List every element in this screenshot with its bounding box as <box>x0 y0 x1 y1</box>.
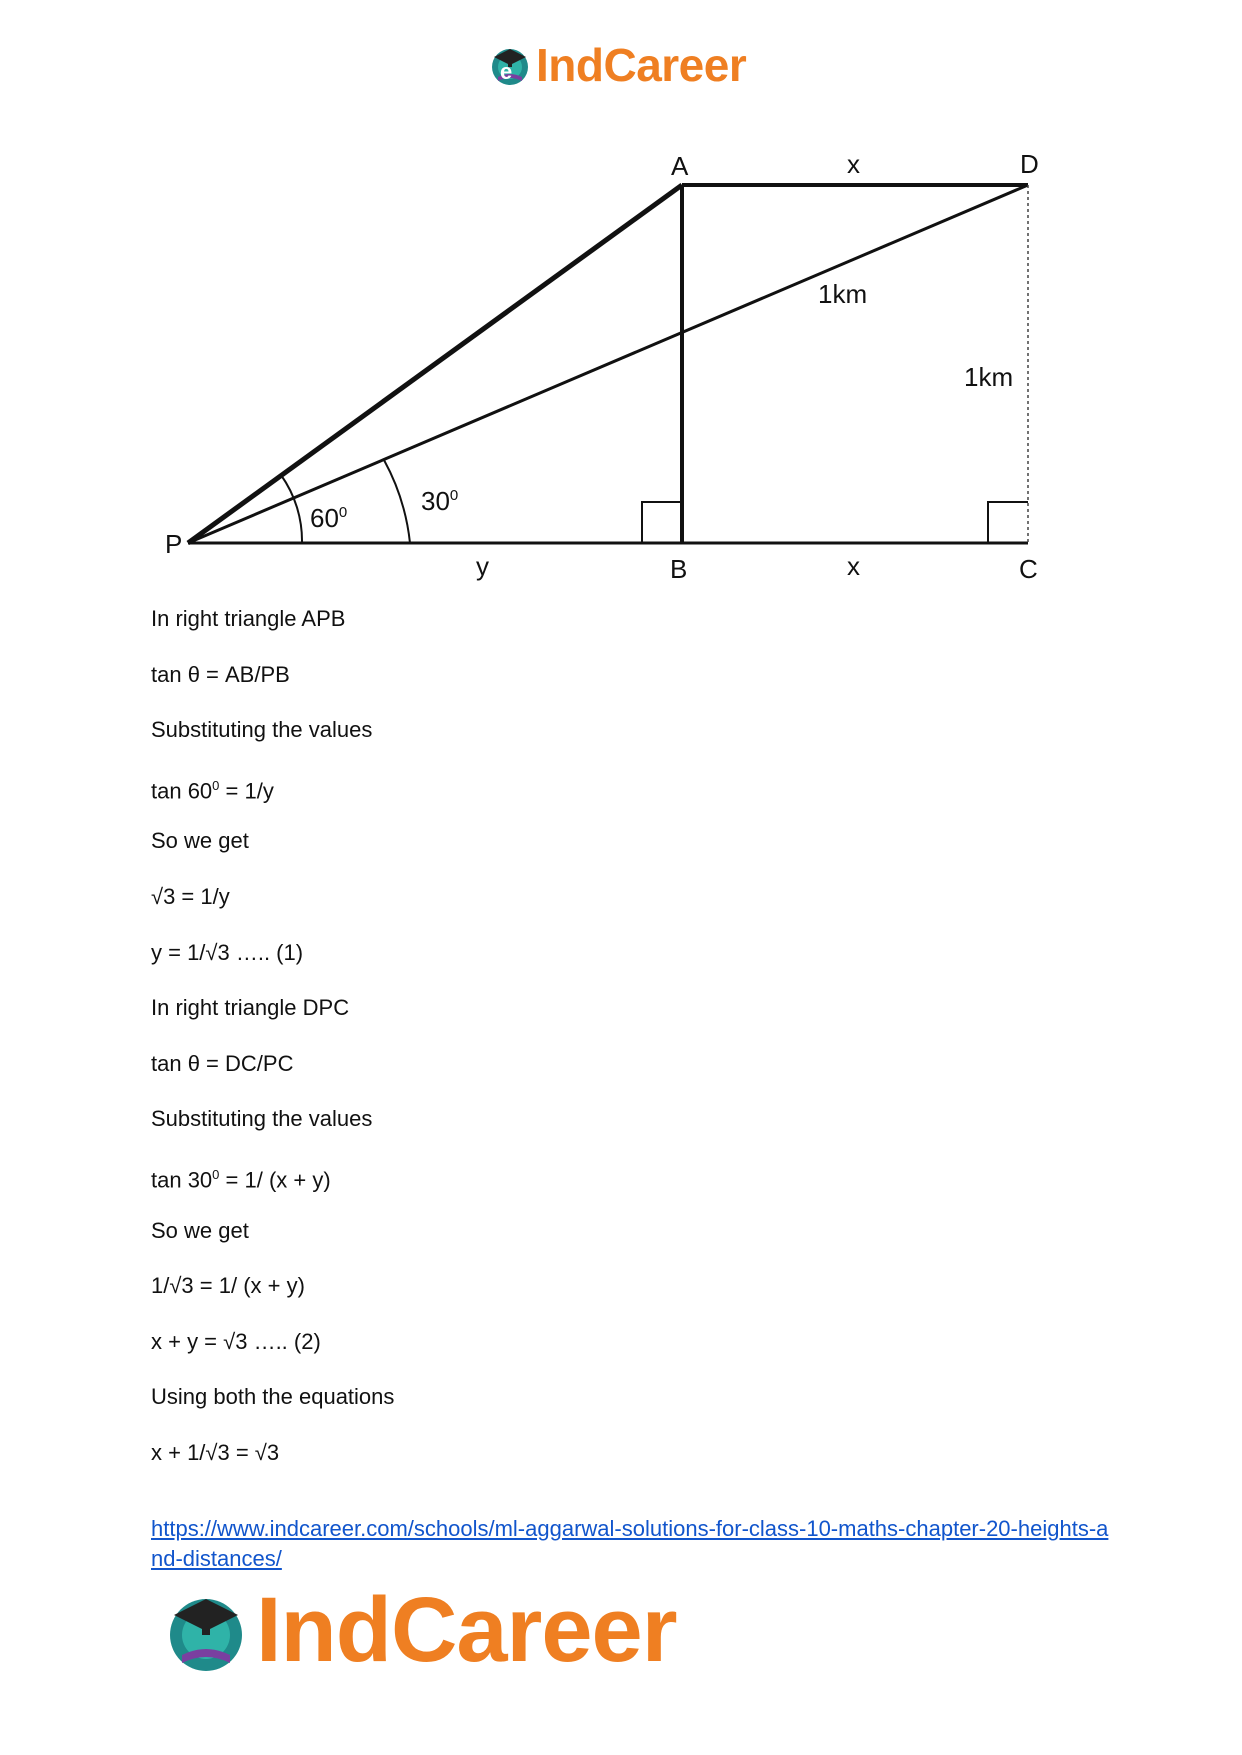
solution-line-tan60: $\tan 60^0 = 1/y$ <box>151 777 274 804</box>
point-D-label: D <box>1020 149 1039 179</box>
graduation-globe-icon <box>162 1587 250 1675</box>
arc-60 <box>281 475 302 543</box>
solution-line: Substituting the values <box>151 1106 373 1132</box>
solution-line: tan θ = DC/PC <box>151 1050 294 1076</box>
label-slant-1km: 1km <box>818 279 868 309</box>
footer-logo-text: IndCareer <box>256 1579 677 1681</box>
label-y: y <box>476 551 489 581</box>
source-link[interactable]: https://www.indcareer.com/schools/ml-aggarwal-solutions-for-class-10-maths-chapter-20-heights-and-distances/ <box>151 1516 1109 1571</box>
solution-line: x + y = √3 ….. (2) <box>151 1328 321 1354</box>
point-P-label: P <box>165 529 183 559</box>
graduation-globe-icon <box>488 43 532 87</box>
label-angle-30: $30^0$ <box>421 486 459 516</box>
footer-logo <box>162 1578 677 1683</box>
label-top-x: x <box>847 149 860 179</box>
solution-line: So we get <box>151 828 249 854</box>
solution-line: y = 1/√3 ….. (1) <box>151 939 304 965</box>
svg-text:e: e <box>500 59 513 84</box>
solution-text <box>151 606 1111 1496</box>
solution-line: 1/√3 = 1/ (x + y) <box>151 1273 305 1299</box>
header-logo-text: IndCareer <box>536 39 747 91</box>
solution-line: In right triangle APB <box>151 606 346 631</box>
geometry-diagram <box>150 138 1050 588</box>
solution-line-tan30: $\tan 30^0 = 1/$ (x + y) <box>151 1166 331 1193</box>
solution-line: So we get <box>151 1217 249 1243</box>
arc-30 <box>384 460 410 543</box>
label-bottom-x: x <box>847 551 860 581</box>
solution-line: √3 = 1/y <box>151 883 230 909</box>
solution-line: Substituting the values <box>151 717 373 743</box>
right-angle-B <box>642 502 682 543</box>
header-logo <box>488 38 746 92</box>
label-angle-60: $60^0$ <box>310 503 348 533</box>
solution-line: Using both the equations <box>151 1384 395 1410</box>
right-angle-C <box>988 502 1028 543</box>
point-C-label: C <box>1019 554 1038 584</box>
solution-line: tan θ = AB/PB <box>151 661 290 687</box>
solution-line: x + 1/√3 = √3 <box>151 1439 280 1465</box>
point-B-label: B <box>670 554 688 584</box>
point-A-label: A <box>671 151 689 181</box>
label-vertical-1km: 1km <box>964 362 1014 392</box>
solution-line: In right triangle DPC <box>151 995 350 1021</box>
